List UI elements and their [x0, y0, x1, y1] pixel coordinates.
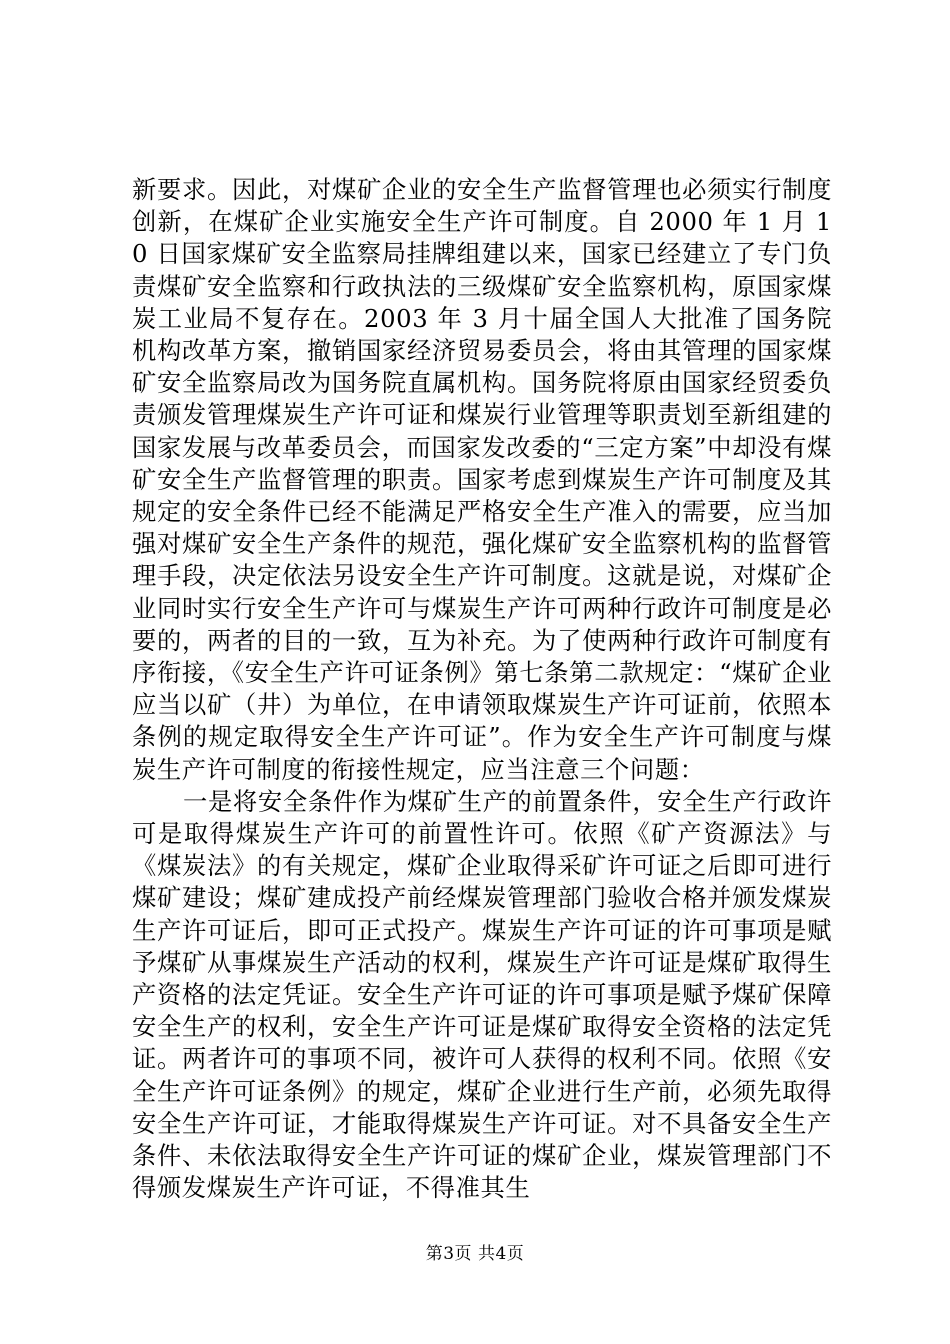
document-body: [132, 174, 832, 1205]
page-footer: 第3页 共4页: [425, 1244, 525, 1264]
paragraph-continuation: 新要求。因此，对煤矿企业的安全生产监督管理也必须实行制度创新，在煤矿企业实施安全生产许可制度。自 2000 年 1 月 10 日国家煤矿安全监察局挂牌组建以来，国家已经建立了专门负责煤矿安全监察和行政执法的三级煤矿安全监察机构，原国家煤炭工业局不复存在。2003 年 3 月十届全国人大批准了国务院机构改革方案，撤销国家经济贸易委员会，将由其管理的国家煤矿安全监察局改为国务院直属机构。国务院将原由国家经贸委负责颁发管理煤炭生产许可证和煤炭行业管理等职责划至新组建的国家发展与改革委员会，而国家发改委的“三定方案”中却没有煤矿安全生产监督管理的职责。国家考虑到煤炭生产许可制度及其规定的安全条件已经不能满足严格安全生产准入的需要，应当加强对煤矿安全生产条件的规范，强化煤矿安全监察机构的监督管理手段，决定依法另设安全生产许可制度。这就是说，对煤矿企业同时实行安全生产许可与煤炭生产许可两种行政许可制度是必要的，两者的目的一致，互为补充。为了使两种行政许可制度有序衔接，《安全生产许可证条例》第七条第二款规定：“煤矿企业应当以矿（井）为单位，在申请领取煤炭生产许可证前，依照本条例的规定取得安全生产许可证”。作为安全生产许可制度与煤炭生产许可制度的衔接性规定，应当注意三个问题：: [132, 175, 832, 784]
paragraph-point-one: 一是将安全条件作为煤矿生产的前置条件，安全生产行政许可是取得煤炭生产许可的前置性许可。依照《矿产资源法》与《煤炭法》的有关规定，煤矿企业取得采矿许可证之后即可进行煤矿建设；煤矿建成投产前经煤炭管理部门验收合格并颁发煤炭生产许可证后，即可正式投产。煤炭生产许可证的许可事项是赋予煤矿从事煤炭生产活动的权利，煤炭生产许可证是煤矿取得生产资格的法定凭证。安全生产许可证的许可事项是赋予煤矿保障安全生产的权利，安全生产许可证是煤矿取得安全资格的法定凭证。两者许可的事项不同，被许可人获得的权利不同。依照《安全生产许可证条例》的规定，煤矿企业进行生产前，必须先取得安全生产许可证，才能取得煤炭生产许可证。对不具备安全生产条件、未依法取得安全生产许可证的煤矿企业，煤炭管理部门不得颁发煤炭生产许可证，不得准其生: [132, 786, 832, 1203]
